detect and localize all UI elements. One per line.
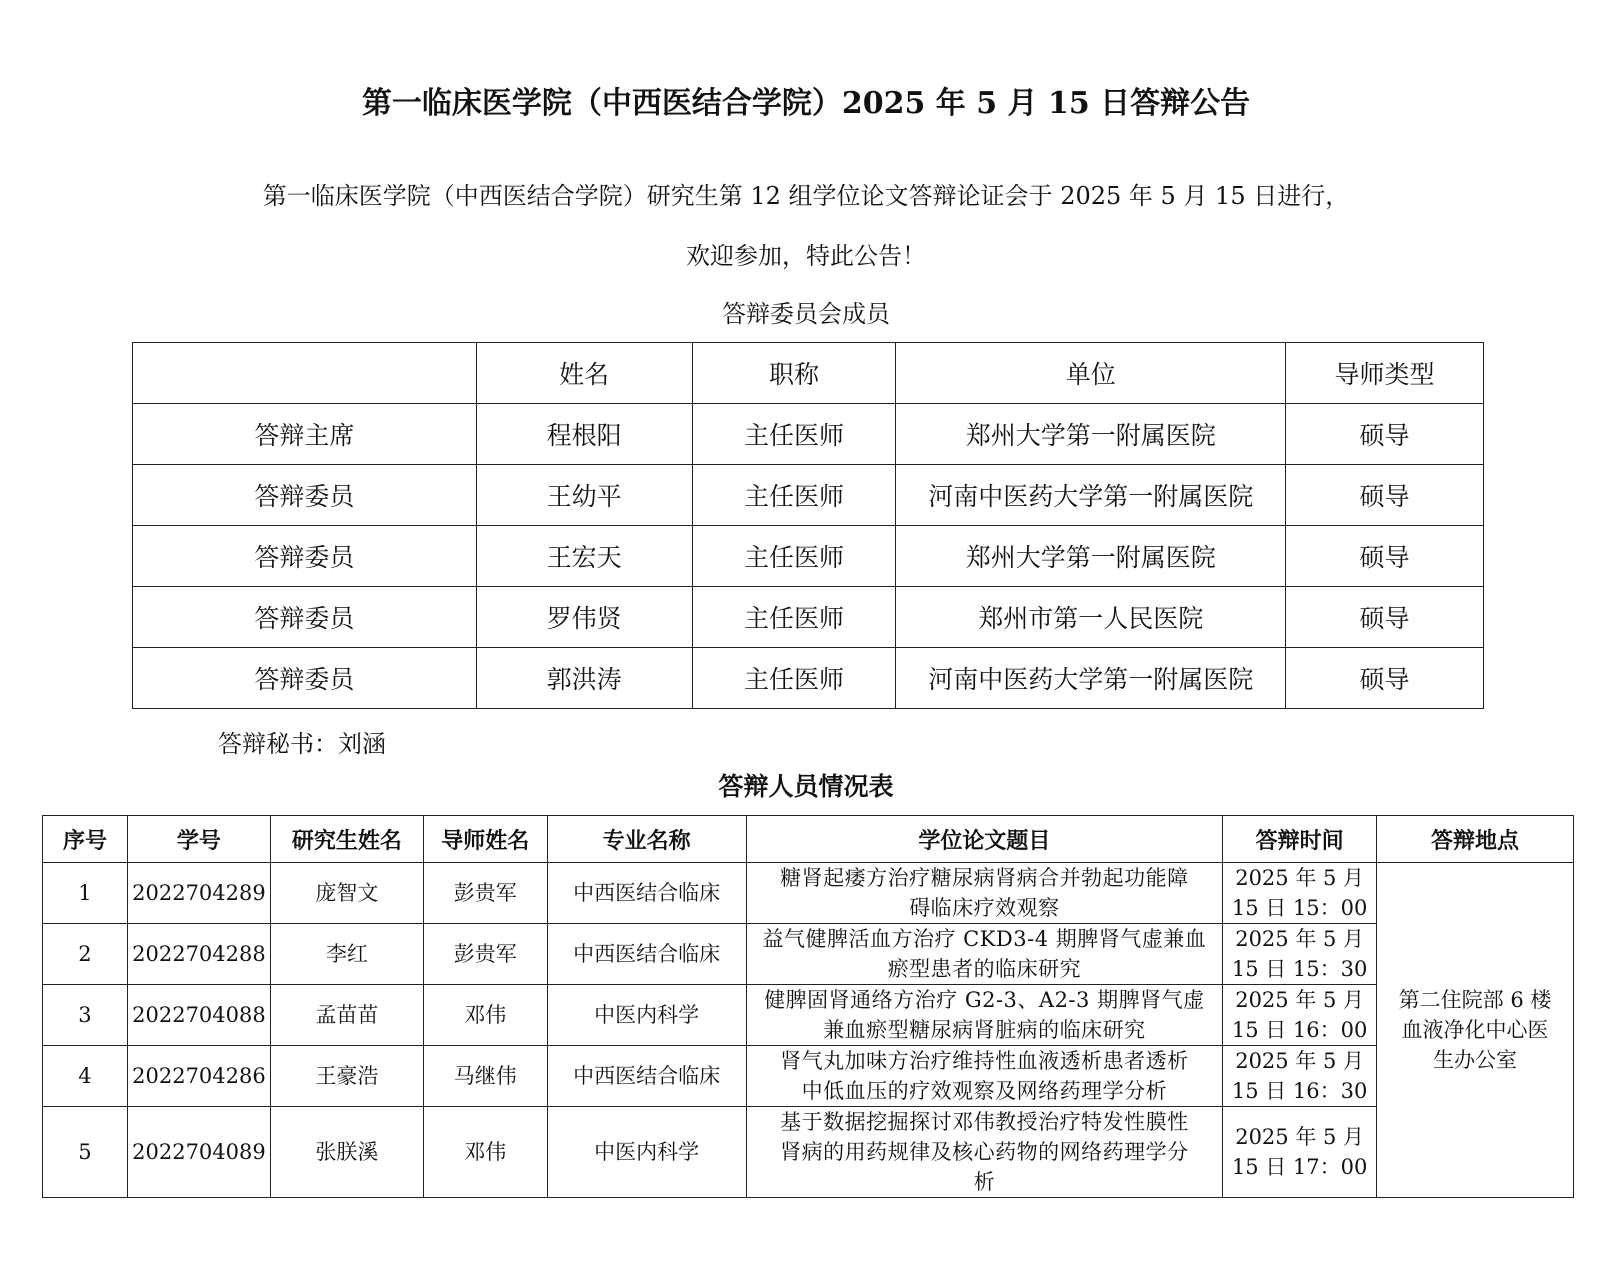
student-id: 2022704286: [127, 1046, 270, 1107]
committee-role: 答辩委员: [133, 465, 477, 526]
student-major: 中医内科学: [547, 1107, 746, 1198]
student-major: 中医内科学: [547, 985, 746, 1046]
committee-advisor-type: 硕导: [1286, 465, 1484, 526]
thesis-line: 基于数据挖掘探讨邓伟教授治疗特发性膜性: [780, 1110, 1189, 1134]
committee-title: 主任医师: [692, 465, 896, 526]
thesis-line: 益气健脾活血方治疗 CKD3-4 期脾肾气虚兼血: [762, 927, 1207, 951]
committee-row: [133, 404, 1484, 465]
student-advisor: 马继伟: [423, 1046, 547, 1107]
place-line: 生办公室: [1433, 1048, 1518, 1072]
committee-advisor-type: 硕导: [1286, 404, 1484, 465]
thesis-line: 中低血压的疗效观察及网络药理学分析: [801, 1079, 1168, 1103]
student-defense-time: [1223, 1107, 1377, 1198]
time-line: 2025 年 5 月: [1235, 927, 1365, 951]
committee-title: 主任医师: [692, 648, 896, 709]
committee-title: 主任医师: [692, 587, 896, 648]
committee-unit: 郑州大学第一附属医院: [896, 404, 1286, 465]
student-advisor: 彭贵军: [423, 863, 547, 924]
committee-advisor-type: 硕导: [1286, 587, 1484, 648]
committee-role: 答辩委员: [133, 587, 477, 648]
time-line: 15 日 15：00: [1231, 896, 1368, 920]
committee-unit: 河南中医药大学第一附属医院: [896, 465, 1286, 526]
student-no: 1: [43, 863, 128, 924]
secretary-line: 答辩秘书：刘涵: [218, 730, 386, 758]
intro-text-line1: 第一临床医学院（中西医结合学院）研究生第 12 组学位论文答辩论证会于 2025 年 5 月 15 日进行，: [262, 182, 1350, 210]
thesis-line: 肾气丸加味方治疗维持性血液透析患者透析: [780, 1049, 1189, 1073]
committee-title: 主任医师: [692, 404, 896, 465]
student-row: [43, 1046, 1574, 1107]
intro-text-line2: 欢迎参加，特此公告！: [686, 242, 926, 270]
students-heading: 答辩人员情况表: [718, 772, 894, 801]
committee-header-row: [133, 343, 1484, 404]
thesis-line: 健脾固肾通络方治疗 G2-3、A2-3 期脾肾气虚: [764, 988, 1205, 1012]
student-name: 庞智文: [270, 863, 423, 924]
committee-name: 罗伟贤: [476, 587, 692, 648]
time-line: 2025 年 5 月: [1235, 866, 1365, 890]
student-row: [43, 985, 1574, 1046]
thesis-line: 肾病的用药规律及核心药物的网络药理学分: [780, 1140, 1189, 1164]
student-major: 中西医结合临床: [547, 1046, 746, 1107]
committee-advisor-type: 硕导: [1286, 648, 1484, 709]
student-no: 4: [43, 1046, 128, 1107]
committee-header-cell: [133, 343, 477, 404]
student-name: 王豪浩: [270, 1046, 423, 1107]
committee-name: 王宏天: [476, 526, 692, 587]
thesis-line: 析: [973, 1170, 996, 1194]
time-line: 15 日 16：00: [1231, 1018, 1368, 1042]
student-defense-time: [1223, 863, 1377, 924]
student-id: 2022704089: [127, 1107, 270, 1198]
place-line: 第二住院部 6 楼: [1398, 988, 1552, 1012]
committee-title: 主任医师: [692, 526, 896, 587]
committee-table: [132, 342, 1484, 709]
committee-row: [133, 465, 1484, 526]
students-header-cell: 专业名称: [547, 816, 746, 863]
thesis-line: 瘀型患者的临床研究: [887, 957, 1082, 981]
time-line: 2025 年 5 月: [1235, 1049, 1365, 1073]
students-header-cell: 答辩地点: [1377, 816, 1574, 863]
committee-header-cell: 职称: [692, 343, 896, 404]
student-name: 李红: [270, 924, 423, 985]
place-line: 血液净化中心医: [1401, 1018, 1549, 1042]
students-header-cell: 答辩时间: [1223, 816, 1377, 863]
committee-name: 程根阳: [476, 404, 692, 465]
student-advisor: 邓伟: [423, 985, 547, 1046]
student-no: 3: [43, 985, 128, 1046]
student-advisor: 邓伟: [423, 1107, 547, 1198]
committee-header-cell: 导师类型: [1286, 343, 1484, 404]
student-defense-time: [1223, 924, 1377, 985]
committee-row: [133, 526, 1484, 587]
students-header-cell: 导师姓名: [423, 816, 547, 863]
student-name: 孟苗苗: [270, 985, 423, 1046]
committee-advisor-type: 硕导: [1286, 526, 1484, 587]
committee-role: 答辩委员: [133, 648, 477, 709]
committee-role: 答辩主席: [133, 404, 477, 465]
student-defense-time: [1223, 985, 1377, 1046]
time-line: 15 日 17：00: [1231, 1155, 1368, 1179]
committee-row: [133, 648, 1484, 709]
thesis-line: 兼血瘀型糖尿病肾脏病的临床研究: [823, 1018, 1146, 1042]
committee-unit: 河南中医药大学第一附属医院: [896, 648, 1286, 709]
student-no: 2: [43, 924, 128, 985]
student-advisor: 彭贵军: [423, 924, 547, 985]
student-thesis: [746, 924, 1223, 985]
students-header-cell: 序号: [43, 816, 128, 863]
students-header-cell: 学号: [127, 816, 270, 863]
defense-place: [1377, 863, 1574, 1198]
thesis-line: 糖肾起痿方治疗糖尿病肾病合并勃起功能障: [780, 866, 1189, 890]
student-id: 2022704088: [127, 985, 270, 1046]
student-name: 张朕溪: [270, 1107, 423, 1198]
student-no: 5: [43, 1107, 128, 1198]
thesis-line: 碍临床疗效观察: [909, 896, 1060, 920]
committee-name: 郭洪涛: [476, 648, 692, 709]
committee-header-cell: 姓名: [476, 343, 692, 404]
committee-name: 王幼平: [476, 465, 692, 526]
committee-unit: 郑州大学第一附属医院: [896, 526, 1286, 587]
student-major: 中西医结合临床: [547, 924, 746, 985]
time-line: 15 日 15：30: [1231, 957, 1368, 981]
page-title: 第一临床医学院（中西医结合学院）2025 年 5 月 15 日答辩公告: [361, 86, 1251, 121]
students-table: [42, 815, 1574, 1198]
students-header-cell: 学位论文题目: [746, 816, 1223, 863]
student-row: [43, 1107, 1574, 1198]
student-id: 2022704288: [127, 924, 270, 985]
student-thesis: [746, 1046, 1223, 1107]
committee-unit: 郑州市第一人民医院: [896, 587, 1286, 648]
student-defense-time: [1223, 1046, 1377, 1107]
student-thesis: [746, 985, 1223, 1046]
committee-heading: 答辩委员会成员: [722, 300, 890, 328]
student-thesis: [746, 863, 1223, 924]
student-row: [43, 863, 1574, 924]
student-major: 中西医结合临床: [547, 863, 746, 924]
student-id: 2022704289: [127, 863, 270, 924]
committee-role: 答辩委员: [133, 526, 477, 587]
time-line: 2025 年 5 月: [1235, 988, 1365, 1012]
student-row: [43, 924, 1574, 985]
committee-row: [133, 587, 1484, 648]
students-header-row: [43, 816, 1574, 863]
students-header-cell: 研究生姓名: [270, 816, 423, 863]
time-line: 2025 年 5 月: [1235, 1125, 1365, 1149]
time-line: 15 日 16：30: [1231, 1079, 1368, 1103]
committee-header-cell: 单位: [896, 343, 1286, 404]
student-thesis: [746, 1107, 1223, 1198]
